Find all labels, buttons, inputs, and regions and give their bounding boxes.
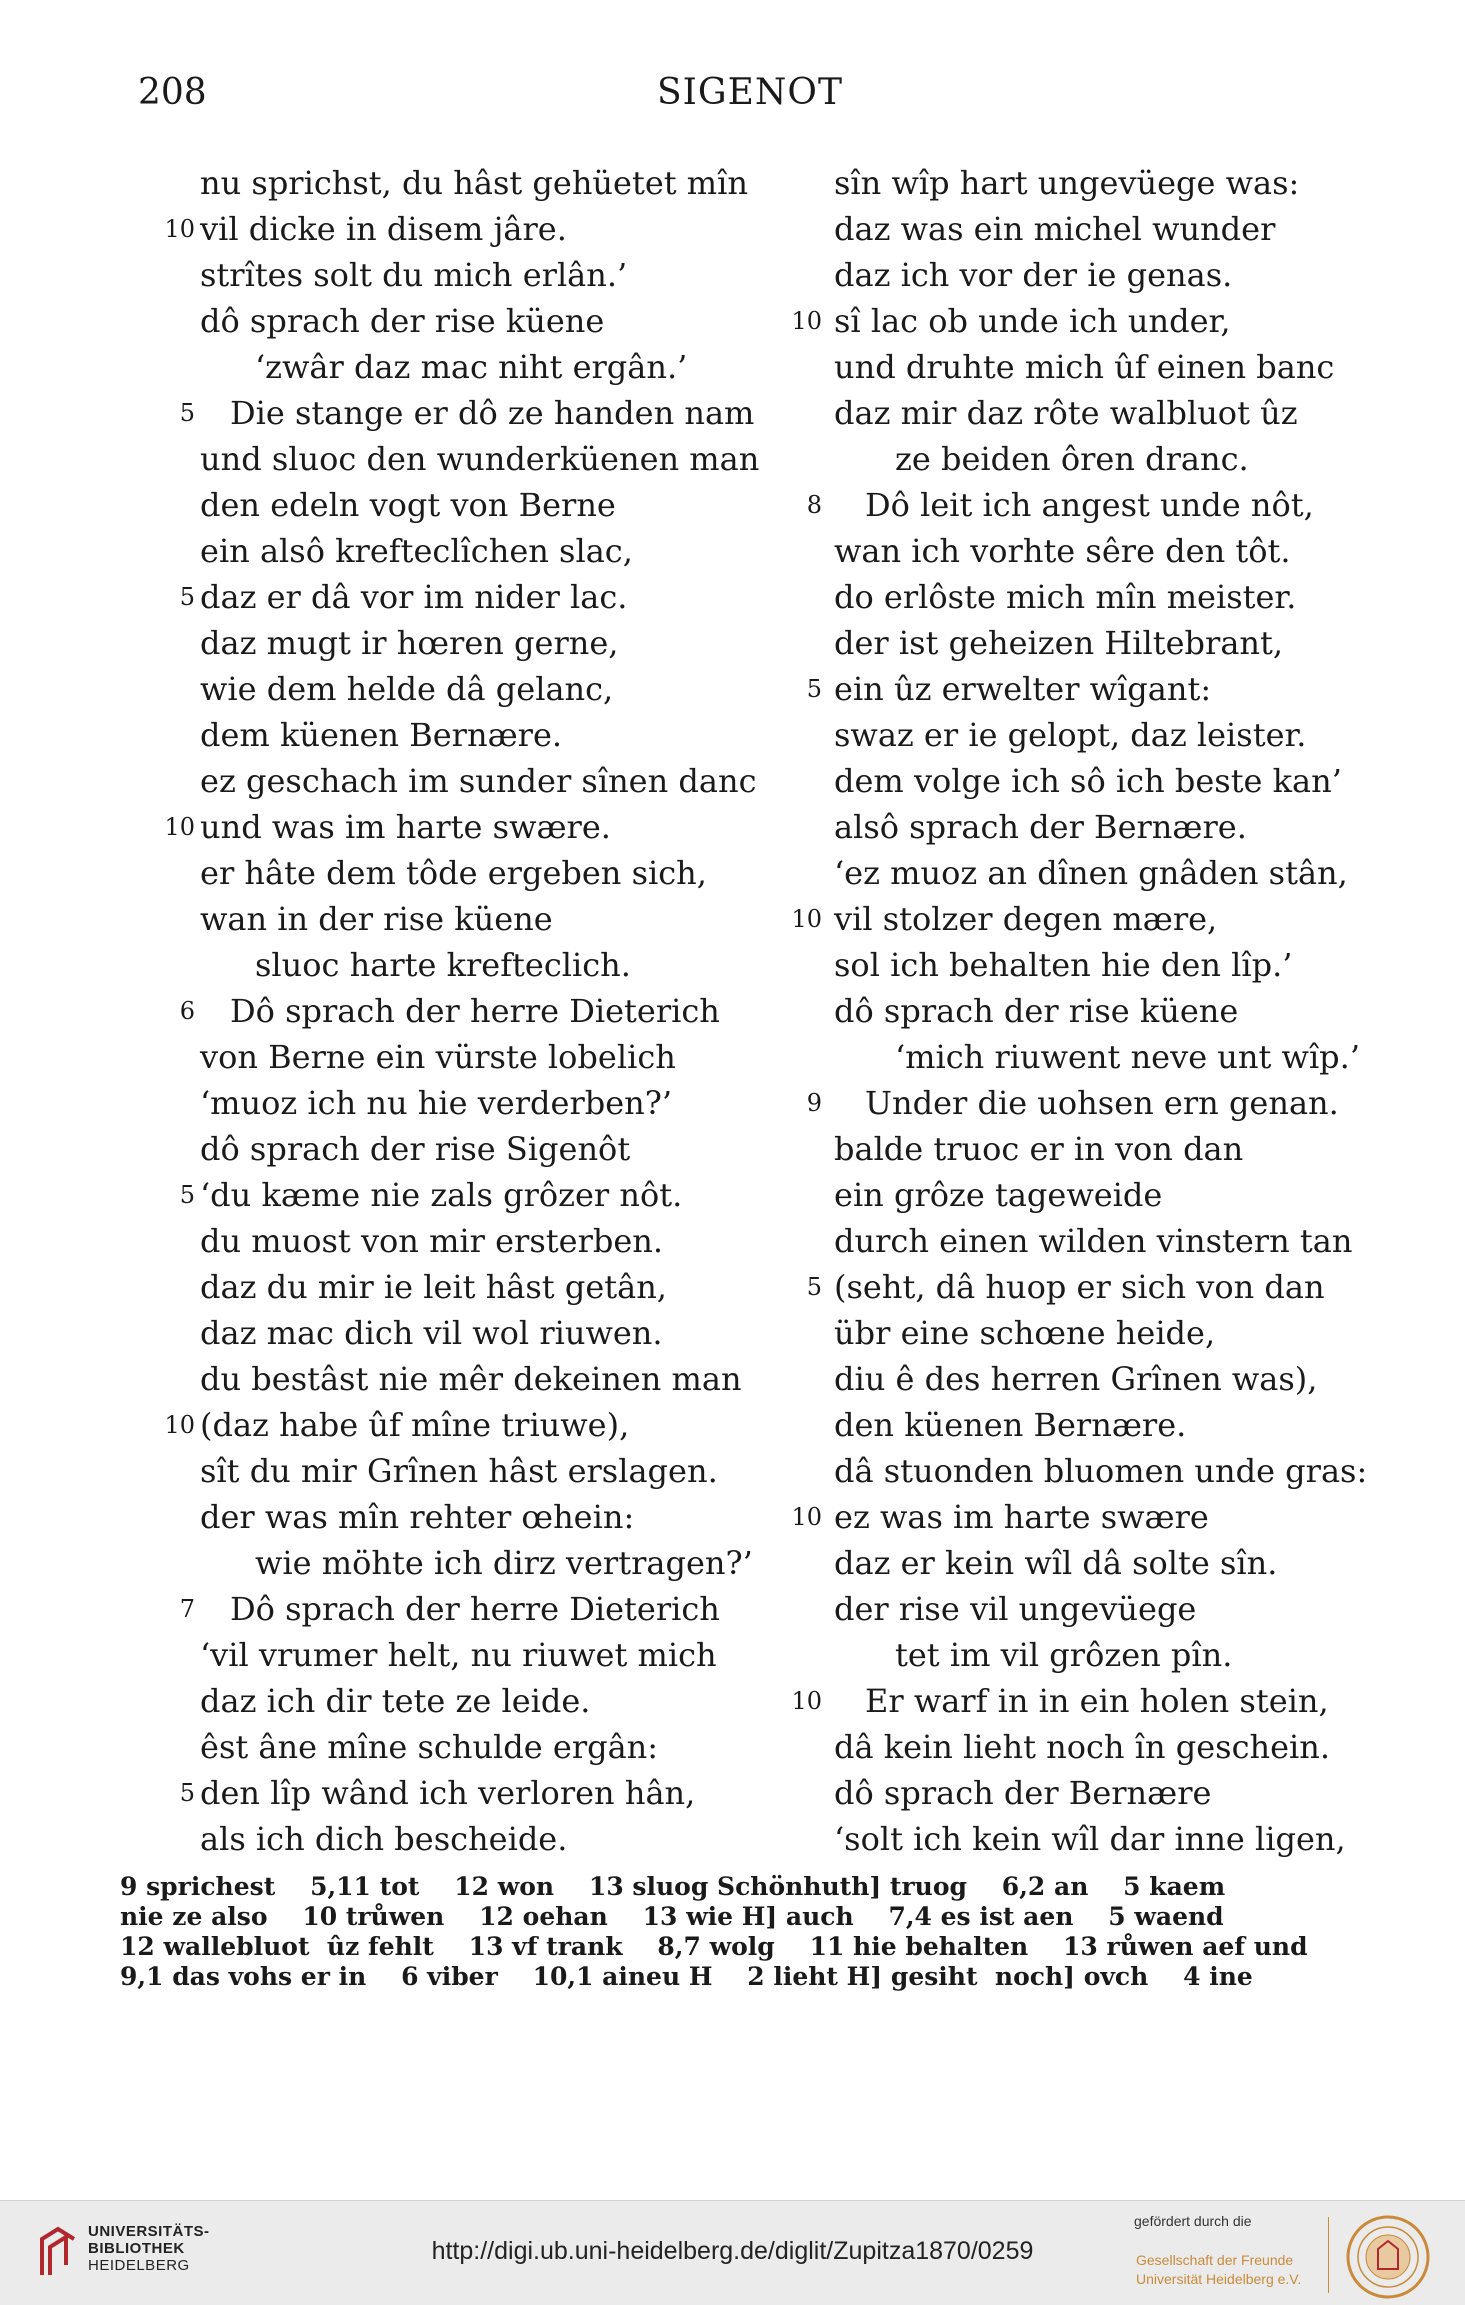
sponsor-name[interactable] <box>1136 2251 1301 2289</box>
verse-line <box>770 804 1390 850</box>
verse-line <box>145 298 765 344</box>
verse-text: ze beiden ôren dranc. <box>895 440 1249 478</box>
verse-text: dem küenen Bernære. <box>200 716 563 754</box>
verse-line <box>770 1310 1390 1356</box>
line-number: 5 <box>806 1273 822 1301</box>
verse-line <box>770 1724 1390 1770</box>
verse-text: ‘solt ich kein wîl dar inne ligen, <box>834 1820 1346 1858</box>
verse-text: sol ich behalten hie den lîp.’ <box>834 946 1293 984</box>
verse-line <box>770 1126 1390 1172</box>
verse-text: und was im harte swære. <box>200 808 611 846</box>
verse-line <box>770 390 1390 436</box>
university-seal-icon[interactable] <box>1344 2213 1432 2301</box>
verse-text: der rise vil ungevüege <box>834 1590 1197 1628</box>
verse-text: daz mir daz rôte walbluot ûz <box>834 394 1298 432</box>
verse-text: sluoc harte krefteclich. <box>255 946 631 984</box>
verse-text: wie dem helde dâ gelanc, <box>200 670 614 708</box>
verse-text: daz er dâ vor im nider lac. <box>200 578 628 616</box>
verse-text: balde truoc er in von dan <box>834 1130 1244 1168</box>
verse-text: wan in der rise küene <box>200 900 553 938</box>
verse-text: daz mugt ir hœren gerne, <box>200 624 619 662</box>
verse-text: der ist geheizen Hiltebrant, <box>834 624 1284 662</box>
sponsor-name-line: Gesellschaft der Freunde <box>1136 2252 1294 2268</box>
library-name-line: UNIVERSITÄTS- <box>88 2223 210 2240</box>
verse-text: du bestâst nie mêr dekeinen man <box>200 1360 742 1398</box>
digitization-footer <box>0 2200 1465 2305</box>
verse-line <box>770 482 1390 528</box>
verse-line <box>770 1816 1390 1862</box>
verse-line <box>145 666 765 712</box>
verse-line <box>770 1172 1390 1218</box>
verse-line <box>770 942 1390 988</box>
verse-text: ‘muoz ich nu hie verderben?’ <box>200 1084 673 1122</box>
verse-text: daz was ein michel wunder <box>834 210 1276 248</box>
verse-line <box>770 1034 1390 1080</box>
verse-text: dô sprach der rise Sigenôt <box>200 1130 631 1168</box>
verse-line <box>145 1770 765 1816</box>
verse-line <box>770 850 1390 896</box>
verse-line <box>145 206 765 252</box>
page-header <box>120 72 1380 122</box>
verse-line <box>145 1034 765 1080</box>
line-number: 10 <box>164 215 195 243</box>
verse-text: und sluoc den wunderküenen man <box>200 440 760 478</box>
verse-text: den küenen Bernære. <box>834 1406 1187 1444</box>
verse-line <box>145 804 765 850</box>
line-number: 5 <box>179 1779 195 1807</box>
line-number: 5 <box>179 399 195 427</box>
verse-line <box>770 1678 1390 1724</box>
verse-text: ez geschach im sunder sînen danc <box>200 762 757 800</box>
verse-line <box>770 896 1390 942</box>
verse-line <box>770 1586 1390 1632</box>
verse-line <box>145 1448 765 1494</box>
verse-line <box>145 1126 765 1172</box>
line-number: 9 <box>806 1089 822 1117</box>
verse-line <box>145 1494 765 1540</box>
verse-line <box>145 1264 765 1310</box>
verse-text: ‘zwâr daz mac niht ergân.’ <box>255 348 688 386</box>
verse-text: êst âne mîne schulde ergân: <box>200 1728 659 1766</box>
verse-text: dâ stuonden bluomen unde gras: <box>834 1452 1368 1490</box>
verse-text: Dô leit ich angest unde nôt, <box>865 486 1314 524</box>
apparatus-line: 9 sprichest 5,11 tot 12 won 13 sluog Schönhuth] truog 6,2 an 5 kaem <box>120 1872 1226 1901</box>
verse-line <box>770 1356 1390 1402</box>
verse-text: Er warf in in ein holen stein, <box>865 1682 1329 1720</box>
verse-line <box>145 528 765 574</box>
verse-line <box>145 1402 765 1448</box>
verse-text: ‘mich riuwent neve unt wîp.’ <box>895 1038 1360 1076</box>
footer-divider <box>1328 2217 1329 2293</box>
verse-line <box>770 574 1390 620</box>
verse-line <box>770 666 1390 712</box>
library-name-line: HEIDELBERG <box>88 2257 190 2274</box>
line-number: 5 <box>806 675 822 703</box>
verse-line <box>145 620 765 666</box>
verse-text: ‘ez muoz an dînen gnâden stân, <box>834 854 1348 892</box>
line-number: 8 <box>806 491 822 519</box>
verse-line <box>145 758 765 804</box>
verse-line <box>145 390 765 436</box>
verse-text: vil stolzer degen mære, <box>834 900 1218 938</box>
library-name-line: BIBLIOTHEK <box>88 2240 185 2257</box>
verse-text: dâ kein lieht noch în geschein. <box>834 1728 1331 1766</box>
verse-line <box>145 574 765 620</box>
verse-line <box>145 712 765 758</box>
verse-text: durch einen wilden vinstern tan <box>834 1222 1353 1260</box>
right-text-column <box>770 160 1390 1862</box>
verse-text: daz ich vor der ie genas. <box>834 256 1233 294</box>
verse-text: Dô sprach der herre Dieterich <box>230 1590 720 1628</box>
left-text-column <box>145 160 765 1862</box>
verse-line <box>145 1724 765 1770</box>
verse-text: (daz habe ûf mîne triuwe), <box>200 1406 630 1444</box>
verse-text: wie möhte ich dirz vertragen?’ <box>255 1544 753 1582</box>
verse-line <box>145 850 765 896</box>
verse-text: daz du mir ie leit hâst getân, <box>200 1268 667 1306</box>
verse-line <box>145 988 765 1034</box>
verse-text: ein grôze tageweide <box>834 1176 1163 1214</box>
verse-line <box>770 206 1390 252</box>
line-number: 10 <box>164 813 195 841</box>
verse-line <box>770 1402 1390 1448</box>
verse-line <box>145 1540 765 1586</box>
verse-line <box>145 1356 765 1402</box>
verse-line <box>145 252 765 298</box>
verse-line <box>770 1218 1390 1264</box>
verse-text: er hâte dem tôde ergeben sich, <box>200 854 707 892</box>
verse-text: vil dicke in disem jâre. <box>200 210 567 248</box>
verse-line <box>770 712 1390 758</box>
verse-line <box>145 1586 765 1632</box>
line-number: 10 <box>791 1687 822 1715</box>
verse-line <box>145 1816 765 1862</box>
verse-line <box>770 344 1390 390</box>
verse-text: ein ûz erwelter wîgant: <box>834 670 1212 708</box>
verse-text: diu ê des herren Grînen was), <box>834 1360 1318 1398</box>
verse-line <box>770 988 1390 1034</box>
verse-line <box>145 942 765 988</box>
verse-line <box>145 896 765 942</box>
verse-line <box>770 1494 1390 1540</box>
verse-text: übr eine schœne heide, <box>834 1314 1216 1352</box>
verse-text: dô sprach der rise küene <box>834 992 1239 1030</box>
verse-line <box>145 1310 765 1356</box>
verse-text: daz er kein wîl dâ solte sîn. <box>834 1544 1278 1582</box>
verse-text: den lîp wând ich verloren hân, <box>200 1774 696 1812</box>
verse-line <box>770 252 1390 298</box>
critical-apparatus <box>120 1872 1380 1992</box>
verse-line <box>770 436 1390 482</box>
verse-text: den edeln vogt von Berne <box>200 486 616 524</box>
verse-text: do erlôste mich mîn meister. <box>834 578 1297 616</box>
verse-text: (seht, dâ huop er sich von dan <box>834 1268 1325 1306</box>
sponsor-name-line: Universität Heidelberg e.V. <box>1136 2271 1302 2287</box>
verse-text: ‘du kæme nie zals grôzer nôt. <box>200 1176 683 1214</box>
apparatus-line: 12 wallebluot ûz fehlt 13 vf trank 8,7 wolg 11 hie behalten 13 růwen aef und <box>120 1932 1308 1961</box>
sponsor-label: gefördert durch die <box>1134 2213 1252 2229</box>
verse-line <box>770 1264 1390 1310</box>
permalink-url[interactable]: http://digi.ub.uni-heidelberg.de/diglit/Zupitza1870/0259 <box>431 2237 1034 2265</box>
verse-line <box>145 1678 765 1724</box>
verse-line <box>770 758 1390 804</box>
verse-text: der was mîn rehter œhein: <box>200 1498 635 1536</box>
verse-line <box>770 1540 1390 1586</box>
verse-text: Under die uohsen ern genan. <box>865 1084 1339 1122</box>
verse-text: dô sprach der Bernære <box>834 1774 1212 1812</box>
line-number: 10 <box>791 905 822 933</box>
verse-text: von Berne ein vürste lobelich <box>200 1038 676 1076</box>
line-number: 5 <box>179 583 195 611</box>
verse-text: ein alsô krefteclîchen slac, <box>200 532 633 570</box>
verse-text: daz ich dir tete ze leide. <box>200 1682 591 1720</box>
page-number: 208 <box>138 72 207 113</box>
verse-line <box>145 344 765 390</box>
verse-line <box>770 1632 1390 1678</box>
verse-text: sî lac ob unde ich under, <box>834 302 1231 340</box>
verse-line <box>770 1770 1390 1816</box>
verse-text: wan ich vorhte sêre den tôt. <box>834 532 1291 570</box>
verse-line <box>145 1080 765 1126</box>
verse-line <box>145 1172 765 1218</box>
verse-line <box>145 160 765 206</box>
verse-line <box>770 298 1390 344</box>
verse-text: swaz er ie gelopt, daz leister. <box>834 716 1307 754</box>
verse-text: tet im vil grôzen pîn. <box>895 1636 1233 1674</box>
line-number: 10 <box>164 1411 195 1439</box>
verse-line <box>770 160 1390 206</box>
verse-text: als ich dich bescheide. <box>200 1820 568 1858</box>
line-number: 7 <box>179 1595 195 1623</box>
verse-line <box>145 482 765 528</box>
verse-text: alsô sprach der Bernære. <box>834 808 1247 846</box>
verse-text: sît du mir Grînen hâst erslagen. <box>200 1452 718 1490</box>
line-number: 10 <box>791 1503 822 1531</box>
verse-text: dem volge ich sô ich beste kan’ <box>834 762 1342 800</box>
verse-line <box>770 1448 1390 1494</box>
verse-text: du muost von mir ersterben. <box>200 1222 664 1260</box>
verse-text: ez was im harte swære <box>834 1498 1209 1536</box>
verse-line <box>770 528 1390 574</box>
verse-text: ‘vil vrumer helt, nu riuwet mich <box>200 1636 717 1674</box>
verse-line <box>770 620 1390 666</box>
verse-line <box>145 1632 765 1678</box>
line-number: 5 <box>179 1181 195 1209</box>
apparatus-line: nie ze also 10 trůwen 12 oehan 13 wie H] auch 7,4 es ist aen 5 waend <box>120 1902 1224 1931</box>
verse-text: dô sprach der rise küene <box>200 302 605 340</box>
verse-line <box>145 1218 765 1264</box>
verse-line <box>145 436 765 482</box>
verse-text: daz mac dich vil wol riuwen. <box>200 1314 663 1352</box>
verse-text: und druhte mich ûf einen banc <box>834 348 1335 386</box>
verse-text: Dô sprach der herre Dieterich <box>230 992 720 1030</box>
line-number: 6 <box>179 997 195 1025</box>
verse-text: nu sprichst, du hâst gehüetet mîn <box>200 164 748 202</box>
line-number: 10 <box>791 307 822 335</box>
apparatus-line: 9,1 das vohs er in 6 viber 10,1 aineu H 2 lieht H] gesiht noch] ovch 4 ine <box>120 1962 1253 1991</box>
verse-text: strîtes solt du mich erlân.’ <box>200 256 628 294</box>
verse-line <box>770 1080 1390 1126</box>
verse-text: sîn wîp hart ungevüege was: <box>834 164 1300 202</box>
running-title: SIGENOT <box>657 72 843 113</box>
verse-text: Die stange er dô ze handen nam <box>230 394 755 432</box>
